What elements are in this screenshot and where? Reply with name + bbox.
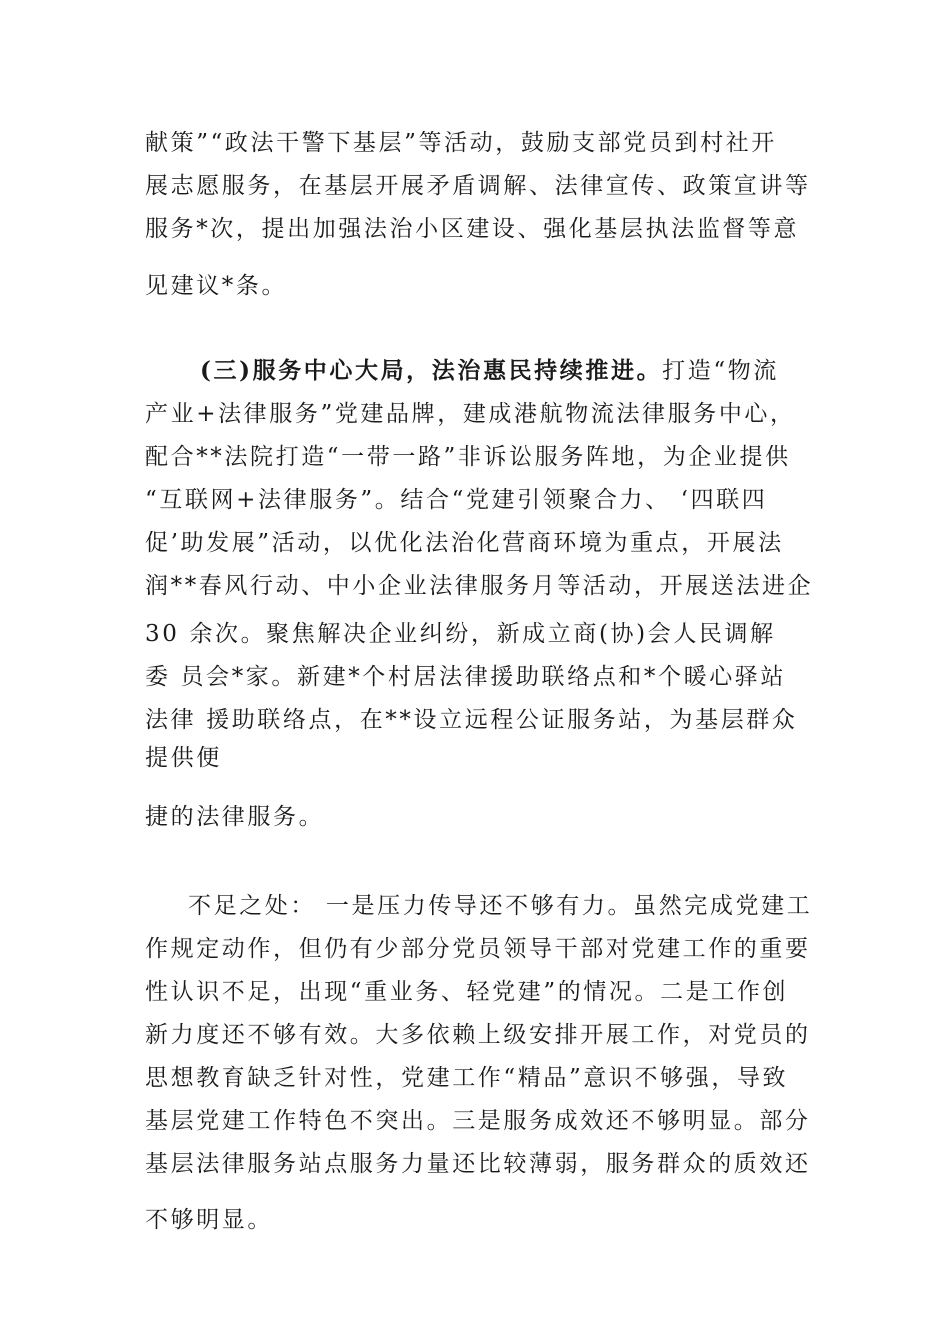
text-line: 新力度还不够有效。大多依赖上级安排开展工作，对党员的: [145, 1022, 811, 1048]
text-line: 提供便: [145, 745, 222, 771]
text-line: 性认识不足，出现“重业务、轻党建”的情况。二是工作创: [145, 979, 789, 1005]
text-line: 献策”“政法干警下基层”等活动，鼓励支部党员到村社开: [145, 130, 777, 156]
heading-line-rest: 打造“物流: [662, 358, 779, 384]
text-line: 作规定动作，但仍有少部分党员领导干部对党建工作的重要: [145, 936, 811, 962]
text-line: 展志愿服务，在基层开展矛盾调解、法律宣传、政策宣讲等: [145, 173, 811, 199]
text-line: [200, 356, 779, 386]
text-line: 不足之处： 一是压力传导还不够有力。虽然完成党建工: [188, 893, 813, 919]
text-line: 见建议*条。: [145, 273, 288, 299]
text-line: “互联网+法律服务”。结合“党建引领聚合力、 ‘四联四: [145, 487, 768, 513]
text-line: 法律 援助联络点，在**设立远程公证服务站，为基层群众: [145, 707, 798, 733]
text-line: 基层法律服务站点服务力量还比较薄弱，服务群众的质效还: [145, 1151, 811, 1177]
text-line: 不够明显。: [145, 1207, 273, 1233]
text-line: 捷的法律服务。: [145, 804, 325, 830]
text-line: 基层党建工作特色不突出。三是服务成效还不够明显。部分: [145, 1108, 811, 1134]
text-line: 润**春风行动、中小企业法律服务月等活动，开展送法进企: [145, 573, 814, 599]
text-line: 思想教育缺乏针对性，党建工作“精品”意识不够强，导致: [145, 1065, 789, 1091]
text-line: 30 余次。聚焦解决企业纠纷，新成立商(协)会人民调解: [145, 621, 776, 647]
text-line: 服务*次，提出加强法治小区建设、强化基层执法监督等意: [145, 216, 800, 242]
text-line: 委 员会*家。新建*个村居法律援助联络点和*个暖心驿站: [145, 664, 787, 690]
text-line: 促’助发展”活动，以优化法治化营商环境为重点，开展法: [145, 530, 784, 556]
text-line: 产业+法律服务”党建品牌，建成港航物流法律服务中心，: [145, 401, 796, 427]
section-heading: (三)服务中心大局，法治惠民持续推进。: [200, 357, 663, 384]
text-line: 配合**法院打造“一带一路”非诉讼服务阵地，为企业提供: [145, 444, 791, 470]
